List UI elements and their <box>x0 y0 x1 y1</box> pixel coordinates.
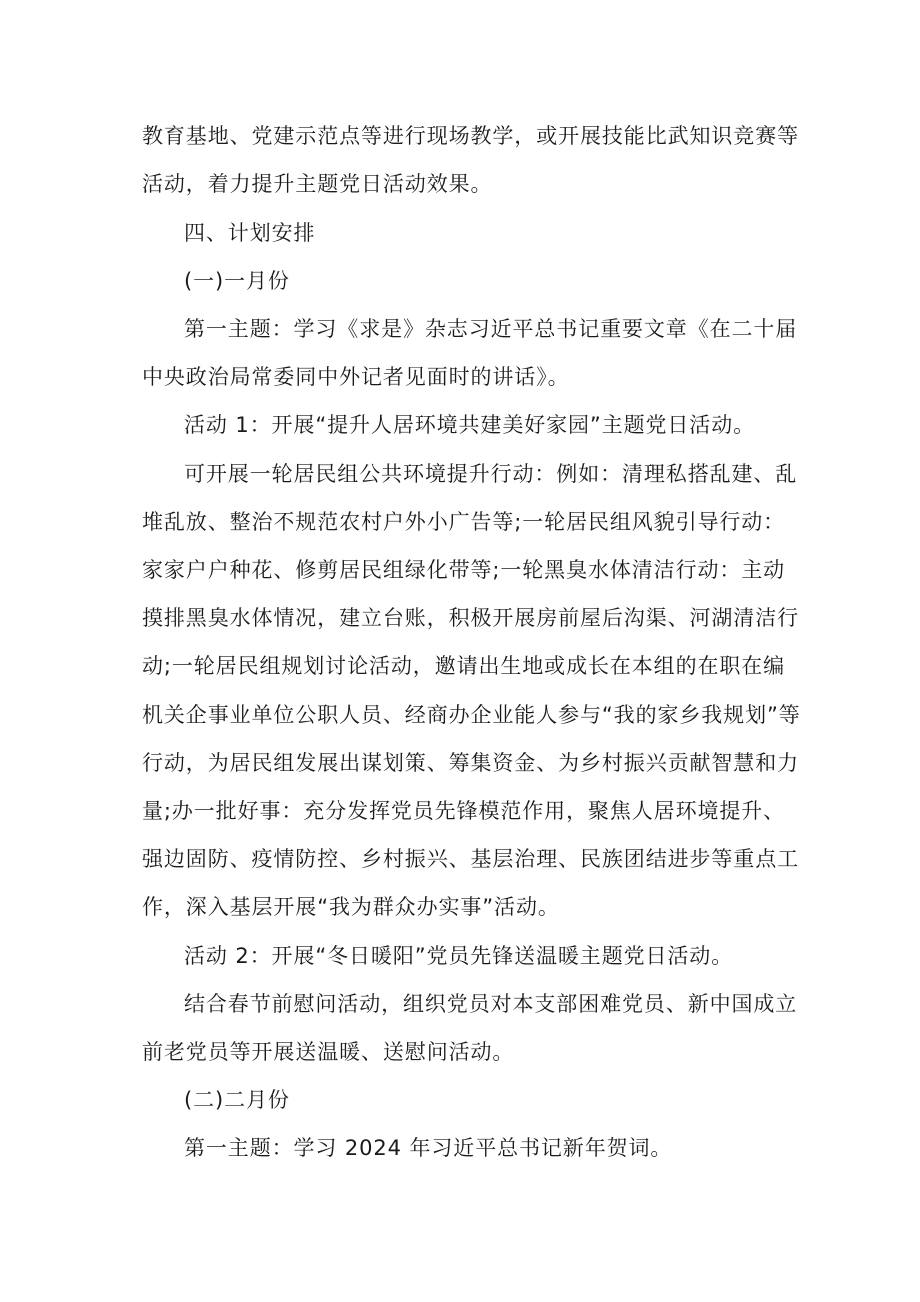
text-line: 中央政治局常委同中外记者见面时的讲话》。 <box>142 365 570 389</box>
text-line: 可开展一轮居民组公共环境提升行动：例如：清理私搭乱建、乱 <box>184 462 798 486</box>
text-line: 活动 2：开展“冬日暖阳”党员先锋送温暖主题党日活动。 <box>184 944 734 968</box>
subsection-heading: (一)一月份 <box>184 269 290 293</box>
text-line: 活动 1：开展“提升人居环境共建美好家园”主题党日活动。 <box>184 413 755 437</box>
text-line: 强边固防、疫情防控、乡村振兴、基层治理、民族团结进步等重点工 <box>142 847 799 871</box>
text-line: 家家户户种花、修剪居民组绿化带等;一轮黑臭水体清洁行动：主动 <box>142 558 786 582</box>
text-line: 结合春节前慰问活动，组织党员对本支部困难党员、新中国成立 <box>184 992 798 1016</box>
text-line: 摸排黑臭水体情况，建立台账，积极开展房前屋后沟渠、河湖清洁行 <box>142 606 799 630</box>
text-line: 行动，为居民组发展出谋划策、筹集资金、为乡村振兴贡献智慧和力 <box>142 751 799 775</box>
text-line: 第一主题：学习 2024 年习近平总书记新年贺词。 <box>184 1136 673 1160</box>
text-line: 第一主题：学习《求是》杂志习近平总书记重要文章《在二十届 <box>184 317 798 341</box>
text-line: 量;办一批好事：充分发挥党员先锋模范作用，聚焦人居环境提升、 <box>142 799 786 823</box>
text-line: 活动，着力提升主题党日活动效果。 <box>142 172 493 196</box>
text-line: 前老党员等开展送温暖、送慰问活动。 <box>142 1040 515 1064</box>
subsection-heading: (二)二月份 <box>184 1088 290 1112</box>
text-line: 教育基地、党建示范点等进行现场教学，或开展技能比武知识竞赛等 <box>142 124 799 148</box>
text-line: 作，深入基层开展“我为群众办实事”活动。 <box>142 895 560 919</box>
text-line: 堆乱放、整治不规范农村户外小广告等;一轮居民组风貌引导行动： <box>142 510 786 534</box>
text-line: 机关企事业单位公职人员、经商办企业能人参与“我的家乡我规划”等 <box>142 703 801 727</box>
text-line: 动;一轮居民组规划讨论活动，邀请出生地或成长在本组的在职在编 <box>142 654 786 678</box>
section-heading: 四、计划安排 <box>184 221 316 245</box>
